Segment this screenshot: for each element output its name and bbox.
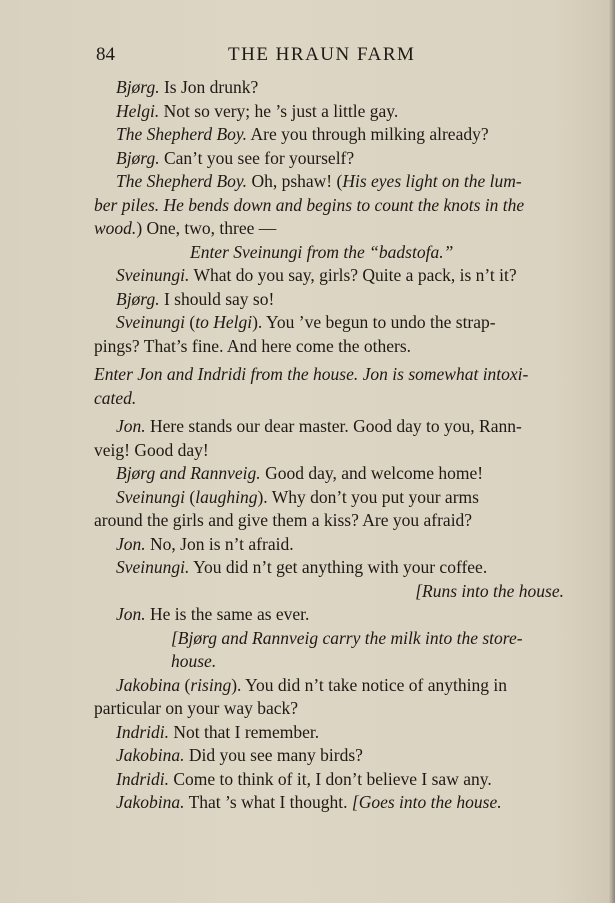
dialogue-text: Not that I remember. bbox=[169, 721, 320, 742]
stage-direction: house. bbox=[171, 651, 217, 671]
running-title: THE HRAUN FARM bbox=[228, 44, 416, 65]
page-header bbox=[96, 44, 540, 70]
dialogue-text: Can’t you see for yourself? bbox=[159, 147, 355, 168]
dialogue-text: No, Jon is n’t afraid. bbox=[145, 533, 294, 554]
dialogue-text: ( bbox=[185, 486, 196, 507]
dialogue-text: particular on your way back? bbox=[94, 698, 299, 718]
page-number: 84 bbox=[96, 44, 115, 65]
speaker-name: Jakobina bbox=[116, 674, 181, 695]
speaker-name: Bjørg. bbox=[116, 77, 160, 97]
dialogue-text: around the girls and give them a kiss? Are you afraid? bbox=[94, 510, 473, 530]
dialogue-line bbox=[94, 288, 564, 312]
stage-direction: Enter Jon and Indridi from the house. Jon is somewhat intoxi- bbox=[94, 364, 529, 384]
dialogue-line bbox=[94, 76, 564, 100]
dialogue-text: ) One, two, three — bbox=[136, 218, 277, 238]
dialogue-line bbox=[94, 556, 564, 580]
speaker-name: The Shepherd Boy. bbox=[116, 171, 248, 191]
stage-direction: wood. bbox=[94, 218, 137, 238]
dialogue-text: Is Jon drunk? bbox=[159, 77, 259, 97]
dialogue-line bbox=[94, 674, 564, 698]
continuation-line bbox=[94, 509, 564, 533]
dialogue-line bbox=[94, 768, 564, 792]
stage-direction: cated. bbox=[94, 387, 137, 408]
speaker-name: The Shepherd Boy. bbox=[116, 124, 248, 144]
page-edge bbox=[609, 0, 615, 903]
dialogue-text: veig! Good day! bbox=[94, 439, 209, 460]
stage-direction: ber piles. He bends down and begins to count the knots in the bbox=[94, 194, 525, 215]
stage-direction: rising bbox=[190, 674, 232, 695]
dialogue-text: Good day, and welcome home! bbox=[260, 463, 484, 483]
dialogue-line bbox=[94, 486, 564, 510]
dialogue-line bbox=[94, 721, 564, 745]
dialogue-line bbox=[94, 147, 564, 171]
speaker-name: Jakobina. bbox=[116, 745, 185, 765]
continuation-line bbox=[94, 194, 564, 218]
stage-direction: [Runs into the house. bbox=[415, 580, 564, 601]
dialogue-text: ( bbox=[180, 674, 191, 695]
stage-direction: [Goes into the house. bbox=[351, 792, 502, 812]
dialogue-text: ). You ’ve begun to undo the strap- bbox=[252, 312, 496, 332]
dialogue-line bbox=[94, 100, 564, 124]
speaker-name: Sveinungi bbox=[116, 486, 186, 507]
stage-direction: His eyes light on the lum- bbox=[342, 171, 522, 191]
stage-direction: Enter Sveinungi from the “badstofa.” bbox=[190, 241, 454, 262]
speaker-name: Sveinungi. bbox=[116, 265, 190, 285]
dialogue-text: Are you through milking already? bbox=[247, 124, 489, 144]
dialogue-text: ( bbox=[185, 312, 196, 332]
dialogue-line bbox=[94, 744, 564, 768]
speaker-name: Jon. bbox=[116, 604, 146, 624]
dialogue-text: Here stands our dear master. Good day to you, Rann- bbox=[145, 416, 522, 436]
dialogue-text: Not so very; he ’s just a little gay. bbox=[159, 100, 399, 121]
speaker-name: Bjørg. bbox=[116, 288, 160, 309]
speaker-name: Jon. bbox=[116, 533, 146, 554]
stage-entrance bbox=[94, 387, 564, 411]
stage-direction: to Helgi bbox=[195, 312, 253, 332]
dialogue-text: What do you say, girls? Quite a pack, is n’t it? bbox=[189, 265, 517, 285]
speaker-name: Jakobina. bbox=[116, 792, 185, 812]
dialogue-line bbox=[94, 170, 564, 194]
speaker-name: Helgi. bbox=[116, 100, 160, 121]
speaker-name: Bjørg. bbox=[116, 147, 160, 168]
stage-exit bbox=[94, 580, 564, 604]
dialogue-line bbox=[94, 123, 564, 147]
stage-action bbox=[94, 627, 564, 651]
stage-entrance bbox=[94, 363, 564, 387]
stage-direction: [Bjørg and Rannveig carry the milk into the store- bbox=[171, 627, 523, 648]
speaker-name: Sveinungi bbox=[116, 312, 186, 332]
dialogue-line bbox=[94, 791, 564, 815]
dialogue-text: pings? That’s fine. And here come the others. bbox=[94, 335, 412, 356]
dialogue-text: ). Why don’t you put your arms bbox=[257, 486, 479, 507]
stage-entrance bbox=[94, 241, 564, 265]
play-text bbox=[94, 76, 564, 815]
dialogue-text: Come to think of it, I don’t believe I saw any. bbox=[169, 768, 492, 789]
dialogue-text: That ’s what I thought. bbox=[184, 792, 352, 812]
dialogue-line bbox=[94, 264, 564, 288]
dialogue-text: Oh, pshaw! ( bbox=[247, 171, 343, 191]
speaker-name: Sveinungi. bbox=[116, 557, 190, 577]
stage-direction: laughing bbox=[195, 486, 258, 507]
dialogue-text: He is the same as ever. bbox=[145, 604, 310, 624]
dialogue-line bbox=[94, 462, 564, 486]
dialogue-text: ). You did n’t take notice of anything in bbox=[231, 674, 507, 695]
speaker-name: Indridi. bbox=[116, 768, 169, 789]
continuation-line bbox=[94, 335, 564, 359]
dialogue-line bbox=[94, 603, 564, 627]
continuation-line bbox=[94, 439, 564, 463]
continuation-line bbox=[94, 217, 564, 241]
dialogue-text: Did you see many birds? bbox=[184, 745, 363, 765]
dialogue-text: You did n’t get anything with your coffee. bbox=[189, 557, 488, 577]
dialogue-text: I should say so! bbox=[159, 288, 275, 309]
speaker-name: Indridi. bbox=[116, 721, 169, 742]
dialogue-line bbox=[94, 311, 564, 335]
continuation-line bbox=[94, 697, 564, 721]
dialogue-line bbox=[94, 415, 564, 439]
speaker-name: Bjørg and Rannveig. bbox=[116, 463, 261, 483]
speaker-name: Jon. bbox=[116, 416, 146, 436]
dialogue-line bbox=[94, 533, 564, 557]
stage-action bbox=[94, 650, 564, 674]
